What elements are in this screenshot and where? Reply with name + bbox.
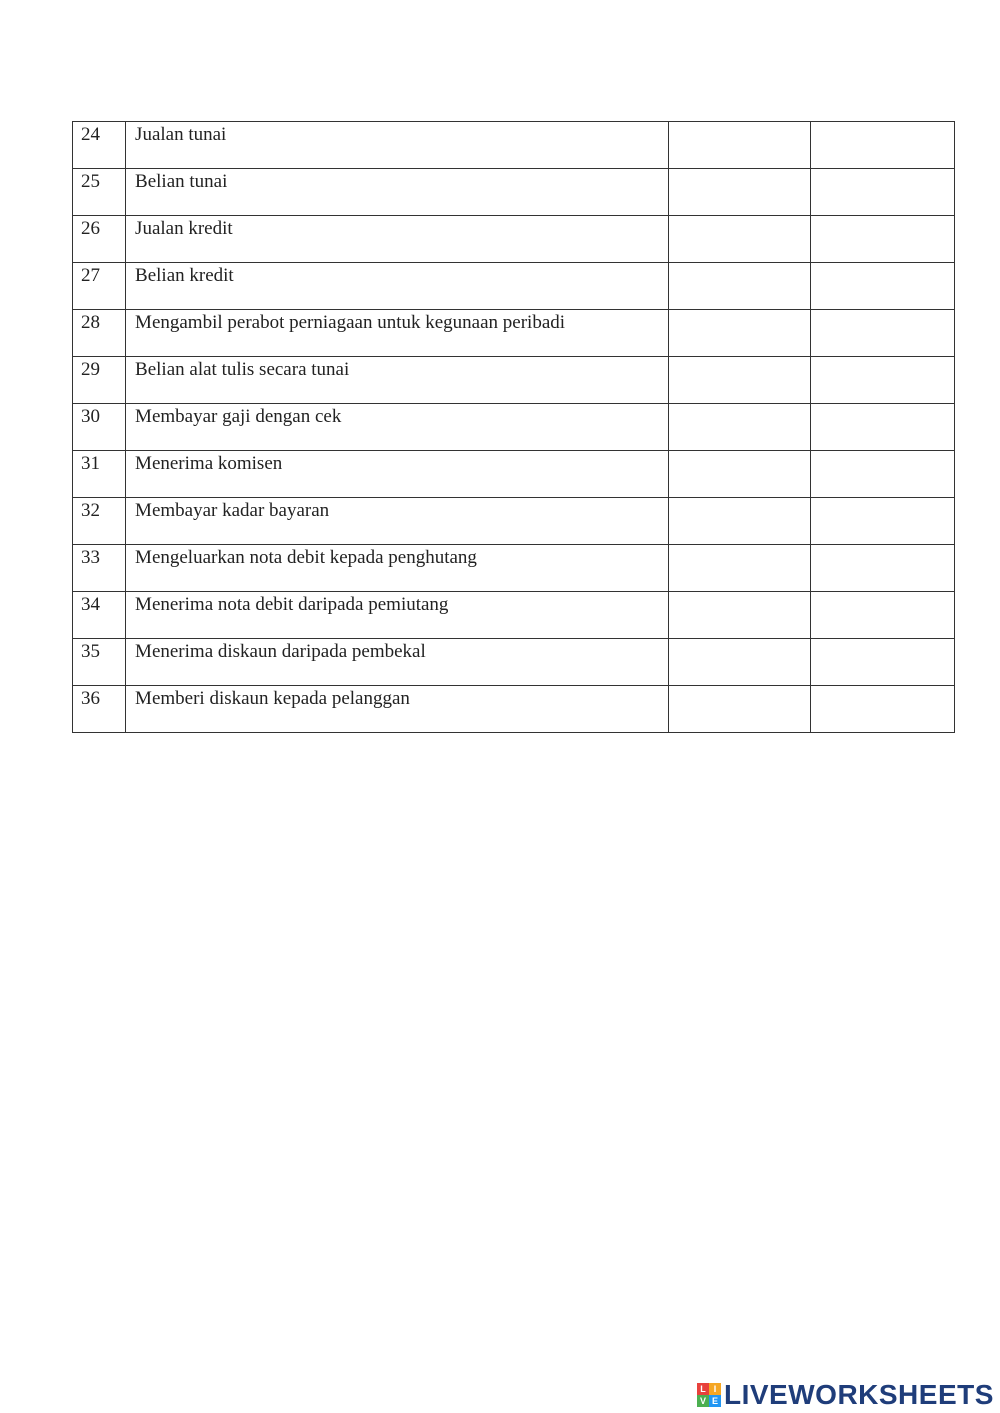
row-number: 24 [81,124,100,145]
answer-field-1[interactable] [668,310,810,357]
transaction-description-cell [126,263,669,310]
answer-field-1[interactable] [668,263,810,310]
transaction-description-cell [126,686,669,733]
answer-field-1[interactable] [668,357,810,404]
transaction-description: Belian kredit [135,265,234,286]
table-row [73,545,955,592]
row-number-cell [73,404,126,451]
table-row [73,122,955,169]
row-number-cell [73,216,126,263]
answer-field-2[interactable] [810,310,954,357]
answer-field-2[interactable] [810,122,954,169]
table-row [73,686,955,733]
transaction-description-cell [126,545,669,592]
row-number-cell [73,498,126,545]
answer-field-2[interactable] [810,169,954,216]
row-number-cell [73,263,126,310]
answer-field-2[interactable] [810,404,954,451]
answer-field-2[interactable] [810,357,954,404]
transaction-description-cell [126,451,669,498]
row-number-cell [73,310,126,357]
answer-field-1[interactable] [668,451,810,498]
transaction-description-cell [126,169,669,216]
table-row [73,169,955,216]
row-number: 27 [81,265,100,286]
row-number: 30 [81,406,100,427]
answer-field-2[interactable] [810,451,954,498]
logo-letter-i: I [709,1383,721,1395]
transaction-description-cell [126,216,669,263]
row-number: 26 [81,218,100,239]
transaction-description: Memberi diskaun kepada pelanggan [135,688,410,709]
row-number-cell [73,686,126,733]
table-row [73,310,955,357]
transaction-description-cell [126,639,669,686]
row-number: 29 [81,359,100,380]
answer-field-1[interactable] [668,639,810,686]
table-row [73,216,955,263]
answer-field-1[interactable] [668,169,810,216]
transaction-description-cell [126,592,669,639]
row-number: 34 [81,594,100,615]
transaction-description-cell [126,122,669,169]
transaction-description-cell [126,357,669,404]
transaction-description: Jualan kredit [135,218,233,239]
row-number: 28 [81,312,100,333]
table-row [73,498,955,545]
transaction-description: Jualan tunai [135,124,227,145]
transaction-description: Belian alat tulis secara tunai [135,359,350,380]
answer-field-2[interactable] [810,216,954,263]
transaction-description: Mengeluarkan nota debit kepada penghutang [135,547,477,568]
answer-field-1[interactable] [668,122,810,169]
table-row [73,592,955,639]
transaction-description-cell [126,498,669,545]
row-number-cell [73,592,126,639]
row-number-cell [73,122,126,169]
brand-name: LIVEWORKSHEETS [724,1379,994,1410]
answer-field-1[interactable] [668,545,810,592]
row-number: 31 [81,453,100,474]
table-row [73,263,955,310]
row-number: 32 [81,500,100,521]
row-number: 33 [81,547,100,568]
answer-field-2[interactable] [810,545,954,592]
transaction-description: Menerima komisen [135,453,283,474]
table-row [73,451,955,498]
row-number-cell [73,545,126,592]
answer-field-1[interactable] [668,592,810,639]
logo-letter-v: V [697,1395,709,1407]
transaction-description: Membayar kadar bayaran [135,500,330,521]
liveworksheets-brand [697,1378,994,1412]
worksheet-table [72,121,955,733]
row-number-cell [73,357,126,404]
row-number-cell [73,169,126,216]
table-row [73,357,955,404]
transaction-description: Mengambil perabot perniagaan untuk kegunaan peribadi [135,312,566,333]
answer-field-2[interactable] [810,592,954,639]
logo-letter-e: E [709,1395,721,1407]
table-row [73,639,955,686]
liveworksheets-logo-icon [697,1383,721,1407]
answer-field-1[interactable] [668,498,810,545]
answer-field-2[interactable] [810,686,954,733]
answer-field-2[interactable] [810,639,954,686]
transaction-description: Menerima nota debit daripada pemiutang [135,594,449,615]
row-number: 35 [81,641,100,662]
table-row [73,404,955,451]
transaction-description: Menerima diskaun daripada pembekal [135,641,426,662]
transaction-description: Belian tunai [135,171,228,192]
row-number: 25 [81,171,100,192]
transaction-description-cell [126,310,669,357]
transaction-description-cell [126,404,669,451]
answer-field-2[interactable] [810,263,954,310]
answer-field-1[interactable] [668,686,810,733]
row-number-cell [73,451,126,498]
row-number-cell [73,639,126,686]
answer-field-2[interactable] [810,498,954,545]
logo-letter-l: L [697,1383,709,1395]
answer-field-1[interactable] [668,404,810,451]
transaction-description: Membayar gaji dengan cek [135,406,342,427]
answer-field-1[interactable] [668,216,810,263]
row-number: 36 [81,688,100,709]
